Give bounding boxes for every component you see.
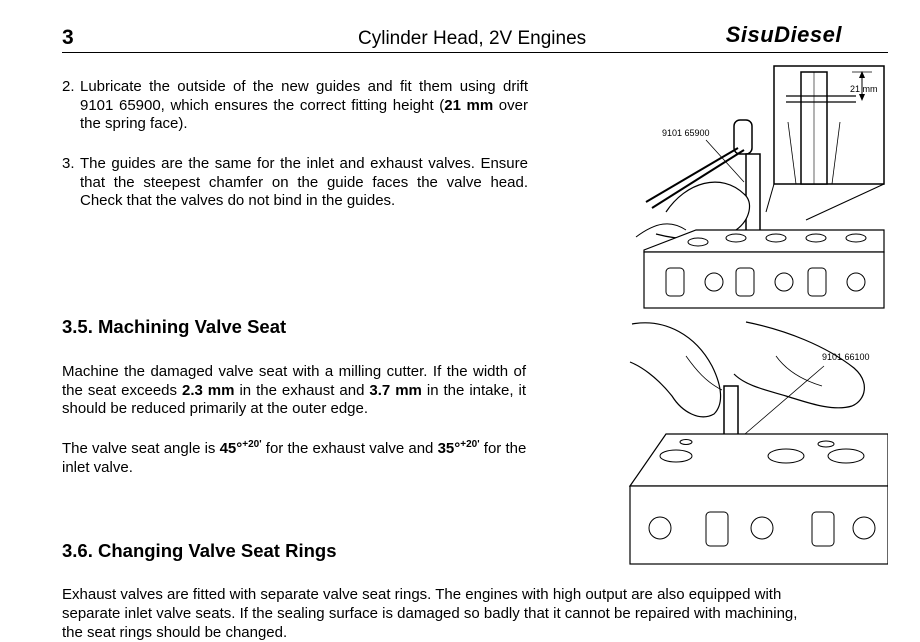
step-3-number: 3.	[62, 155, 75, 172]
page-header	[62, 22, 888, 53]
section-3-6-heading: 3.6. Changing Valve Seat Rings	[62, 540, 337, 561]
s35-p2-tol-1: +20'	[242, 439, 262, 450]
step-2-text-b: over the spring face).	[80, 96, 528, 132]
s35-p1-a: Machine the damaged valve seat with a milling cutter. If the width of the seat exceeds	[62, 363, 526, 399]
s35-p2-tol-2: +20'	[460, 439, 480, 450]
s35-p1-c: in the exhaust and	[234, 381, 370, 399]
brand-logo: SisuDiesel	[725, 22, 842, 47]
section-3-5-heading: 3.5. Machining Valve Seat	[62, 316, 287, 337]
tool-label-66100: 9101 66100	[822, 352, 870, 362]
figure-seat-machining	[626, 316, 888, 568]
header-title: Cylinder Head, 2V Engines	[358, 28, 587, 49]
step-3	[62, 155, 528, 211]
figure-guide-fitting-drawing	[626, 62, 888, 312]
chapter-number: 3	[62, 26, 74, 49]
s35-p2-angle-1: 45°	[219, 440, 243, 457]
section-3-5-paragraph-2	[62, 440, 528, 477]
step-2-number: 2.	[62, 78, 75, 95]
s35-p2-angle-2: 35°	[437, 440, 461, 457]
step-2-text-a: Lubricate the outside of the new guides and fit them using drift 9101 65900, which ensures the correct fitting height (	[80, 78, 528, 114]
step-2-bold: 21 mm	[444, 96, 494, 114]
tool-label-65900: 9101 65900	[662, 128, 710, 138]
s35-p2-a: The valve seat angle is	[62, 440, 220, 457]
step-2	[62, 78, 528, 134]
section-3-5-paragraph-1	[62, 363, 526, 419]
figure-seat-machining-drawing	[626, 316, 888, 568]
height-label: 21 mm	[850, 84, 878, 94]
s35-p2-d: for the inlet valve.	[62, 440, 527, 476]
s35-p1-bold-1: 2.3 mm	[181, 381, 235, 399]
s35-p1-d: in the intake, it should be reduced primarily at the outer edge.	[62, 381, 526, 417]
figure-guide-fitting	[626, 62, 888, 312]
section-3-6-paragraph: Exhaust valves are fitted with separate valve seat rings. The engines with high output are also equipped with separate inlet valve seats. If the sealing surface is damaged so badly that it cannot be repaired with machining, the seat rings should be changed.	[62, 586, 798, 641]
step-3-text: The guides are the same for the inlet and exhaust valves. Ensure that the steepest chamfer on the guide faces the valve head. Check that the valves do not bind in the guides.	[80, 155, 528, 209]
s35-p2-c: for the exhaust valve and	[261, 440, 438, 457]
s35-p1-bold-2: 3.7 mm	[369, 381, 422, 399]
